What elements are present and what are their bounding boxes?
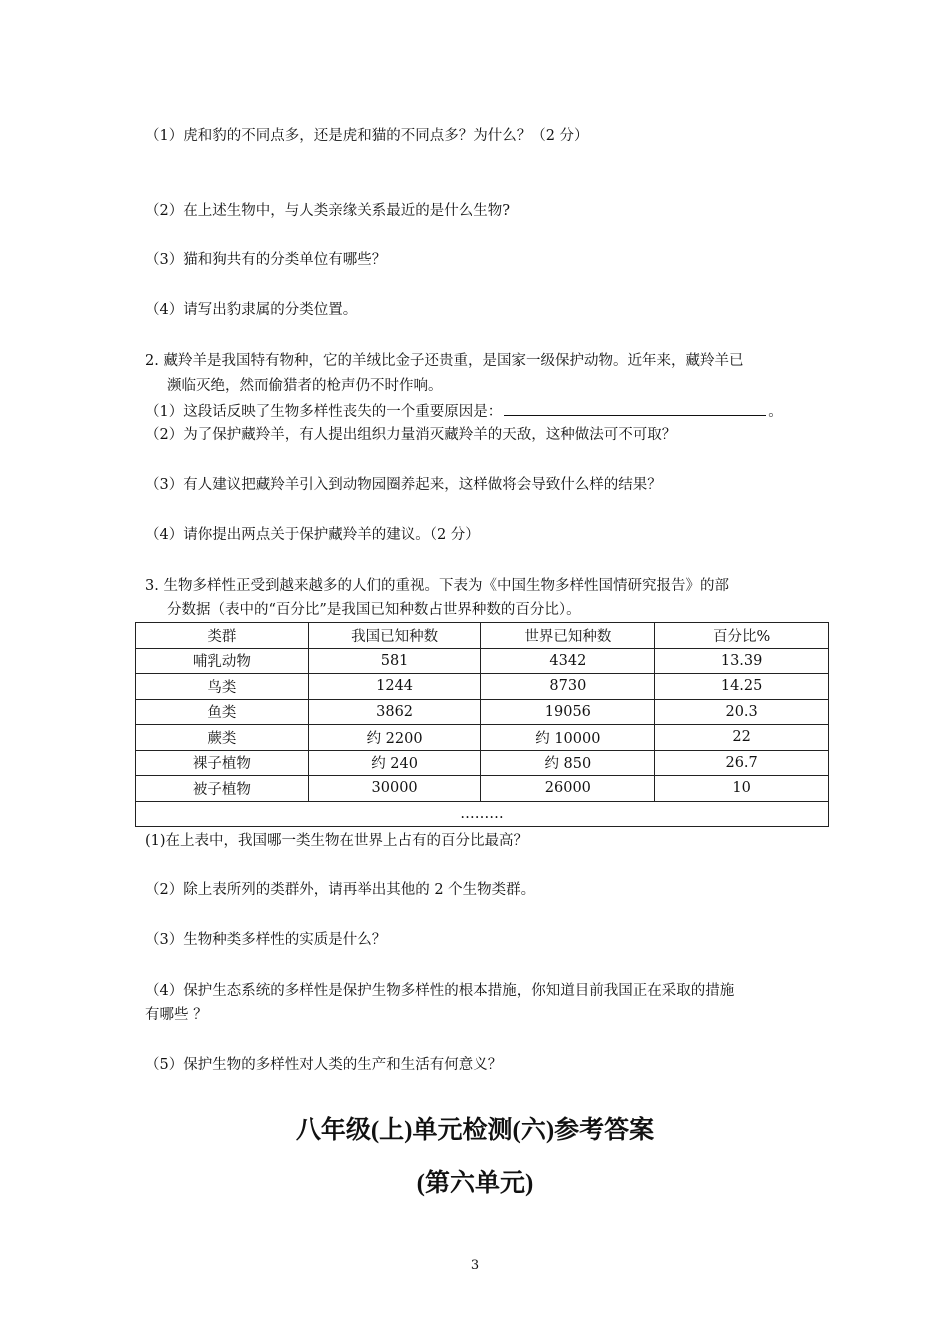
table-cell: 13.39 bbox=[655, 648, 829, 674]
table-cell: 14.25 bbox=[655, 674, 829, 700]
table-cell: 4342 bbox=[481, 648, 655, 674]
table-cell: 20.3 bbox=[655, 699, 829, 725]
table-row bbox=[136, 674, 829, 700]
table-row bbox=[136, 699, 829, 725]
question-3-1: (1)在上表中，我国哪一类生物在世界上占有的百分比最高？ bbox=[145, 833, 529, 849]
table-cell: 约 10000 bbox=[481, 725, 655, 751]
question-3-5: （5）保护生物的多样性对人类的生产和生活有何意义？ bbox=[145, 1057, 503, 1073]
table-cell: 8730 bbox=[481, 674, 655, 700]
table-cell: 581 bbox=[308, 648, 481, 674]
question-3-intro-line1: 3. 生物多样性正受到越来越多的人们的重视。下表为《中国生物多样性国情研究报告》的部 bbox=[145, 578, 729, 594]
question-3-4-line2: 有哪些 ？ bbox=[145, 1007, 208, 1023]
table-ellipsis: ……… bbox=[136, 801, 829, 827]
column-header: 类群 bbox=[136, 623, 309, 649]
question-2-intro-line1: 2. 藏羚羊是我国特有物种，它的羊绒比金子还贵重，是国家一级保护动物。近年来，藏羚羊已 bbox=[145, 353, 744, 369]
table-cell: 22 bbox=[655, 725, 829, 751]
answer-subtitle: (第六单元) bbox=[416, 1170, 534, 1197]
question-1-4: （4）请写出豹隶属的分类位置。 bbox=[145, 302, 358, 318]
table-cell: 裸子植物 bbox=[136, 750, 309, 776]
question-1-3: （3）猫和狗共有的分类单位有哪些？ bbox=[145, 252, 387, 268]
table-cell: 30000 bbox=[308, 776, 481, 802]
table-ellipsis-row bbox=[136, 801, 829, 827]
question-2-2: （2）为了保护藏羚羊，有人提出组织力量消灭藏羚羊的天敌，这种做法可不可取？ bbox=[145, 427, 677, 443]
table-row bbox=[136, 776, 829, 802]
table-cell: 约 850 bbox=[481, 750, 655, 776]
table-cell: 26000 bbox=[481, 776, 655, 802]
page-number: 3 bbox=[470, 1258, 480, 1273]
table-cell: 3862 bbox=[308, 699, 481, 725]
question-1-2: （2）在上述生物中，与人类亲缘关系最近的是什么生物? bbox=[145, 203, 510, 219]
table-header-row bbox=[136, 623, 829, 649]
table-cell: 鱼类 bbox=[136, 699, 309, 725]
question-2-intro-line2: 濒临灭绝，然而偷猎者的枪声仍不时作响。 bbox=[167, 378, 443, 394]
biodiversity-table bbox=[135, 622, 829, 827]
question-3-intro-line2: 分数据（表中的“百分比”是我国已知种数占世界种数的百分比）。 bbox=[167, 602, 581, 618]
table-cell: 26.7 bbox=[655, 750, 829, 776]
table-row bbox=[136, 750, 829, 776]
column-header: 我国已知种数 bbox=[308, 623, 481, 649]
table-cell: 1244 bbox=[308, 674, 481, 700]
question-3-4-line1: （4）保护生态系统的多样性是保护生物多样性的根本措施，你知道目前我国正在采取的措施 bbox=[145, 983, 735, 999]
table-cell: 哺乳动物 bbox=[136, 648, 309, 674]
answer-blank[interactable] bbox=[504, 401, 766, 416]
question-2-1 bbox=[145, 401, 783, 422]
table-cell: 被子植物 bbox=[136, 776, 309, 802]
table-cell: 19056 bbox=[481, 699, 655, 725]
table-cell: 蕨类 bbox=[136, 725, 309, 751]
question-2-1-prefix: （1）这段话反映了生物多样性丧失的一个重要原因是： bbox=[145, 404, 503, 420]
table-row bbox=[136, 725, 829, 751]
question-3-2: （2）除上表所列的类群外，请再举出其他的 2 个生物类群。 bbox=[145, 882, 536, 898]
question-2-4: （4）请你提出两点关于保护藏羚羊的建议。（2 分） bbox=[145, 527, 480, 543]
table-cell: 约 2200 bbox=[308, 725, 481, 751]
question-2-1-suffix: 。 bbox=[768, 404, 783, 420]
question-2-3: （3）有人建议把藏羚羊引入到动物园圈养起来，这样做将会导致什么样的结果？ bbox=[145, 477, 662, 493]
table-cell: 10 bbox=[655, 776, 829, 802]
column-header: 世界已知种数 bbox=[481, 623, 655, 649]
column-header: 百分比% bbox=[655, 623, 829, 649]
answer-title: 八年级(上)单元检测(六)参考答案 bbox=[295, 1117, 655, 1144]
table-cell: 约 240 bbox=[308, 750, 481, 776]
question-3-3: （3）生物种类多样性的实质是什么？ bbox=[145, 932, 387, 948]
table-row bbox=[136, 648, 829, 674]
table-cell: 鸟类 bbox=[136, 674, 309, 700]
question-1-1: （1）虎和豹的不同点多，还是虎和猫的不同点多？为什么？（2 分） bbox=[145, 128, 589, 144]
